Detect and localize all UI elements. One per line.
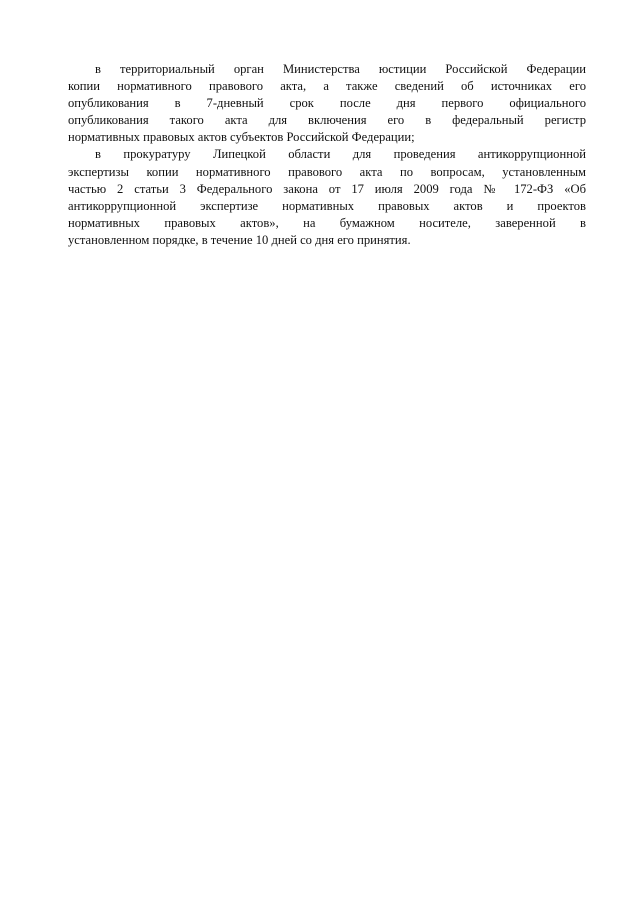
paragraph-line: опубликования такого акта для включения его в федеральный регистр xyxy=(68,113,586,128)
paragraph-prosecutors-office xyxy=(68,146,586,249)
paragraph-line: копии нормативного правового акта, а также сведений об источниках его xyxy=(68,79,586,94)
paragraph-line: нормативных правовых актов», на бумажном носителе, заверенной в xyxy=(68,215,586,230)
paragraph-line: в территориальный орган Министерства юстиции Российской Федерации xyxy=(95,62,586,76)
paragraph-line: в прокуратуру Липецкой области для проведения антикоррупционной xyxy=(95,147,586,162)
paragraph-line: экспертизы копии нормативного правового акта по вопросам, установленным xyxy=(68,164,586,179)
document-body xyxy=(68,61,586,249)
paragraph-line: установленном порядке, в течение 10 дней со дня его принятия. xyxy=(68,232,411,247)
paragraph-line: антикоррупционной экспертизе нормативных правовых актов и проектов xyxy=(68,198,586,213)
paragraph-ministry-of-justice xyxy=(68,61,586,146)
paragraph-line: частью 2 статьи 3 Федерального закона от 17 июля 2009 года № 172-ФЗ «Об xyxy=(68,181,586,196)
paragraph-line: опубликования в 7-дневный срок после дня первого официального xyxy=(68,96,586,111)
paragraph-line: нормативных правовых актов субъектов Российской Федерации; xyxy=(68,130,415,145)
